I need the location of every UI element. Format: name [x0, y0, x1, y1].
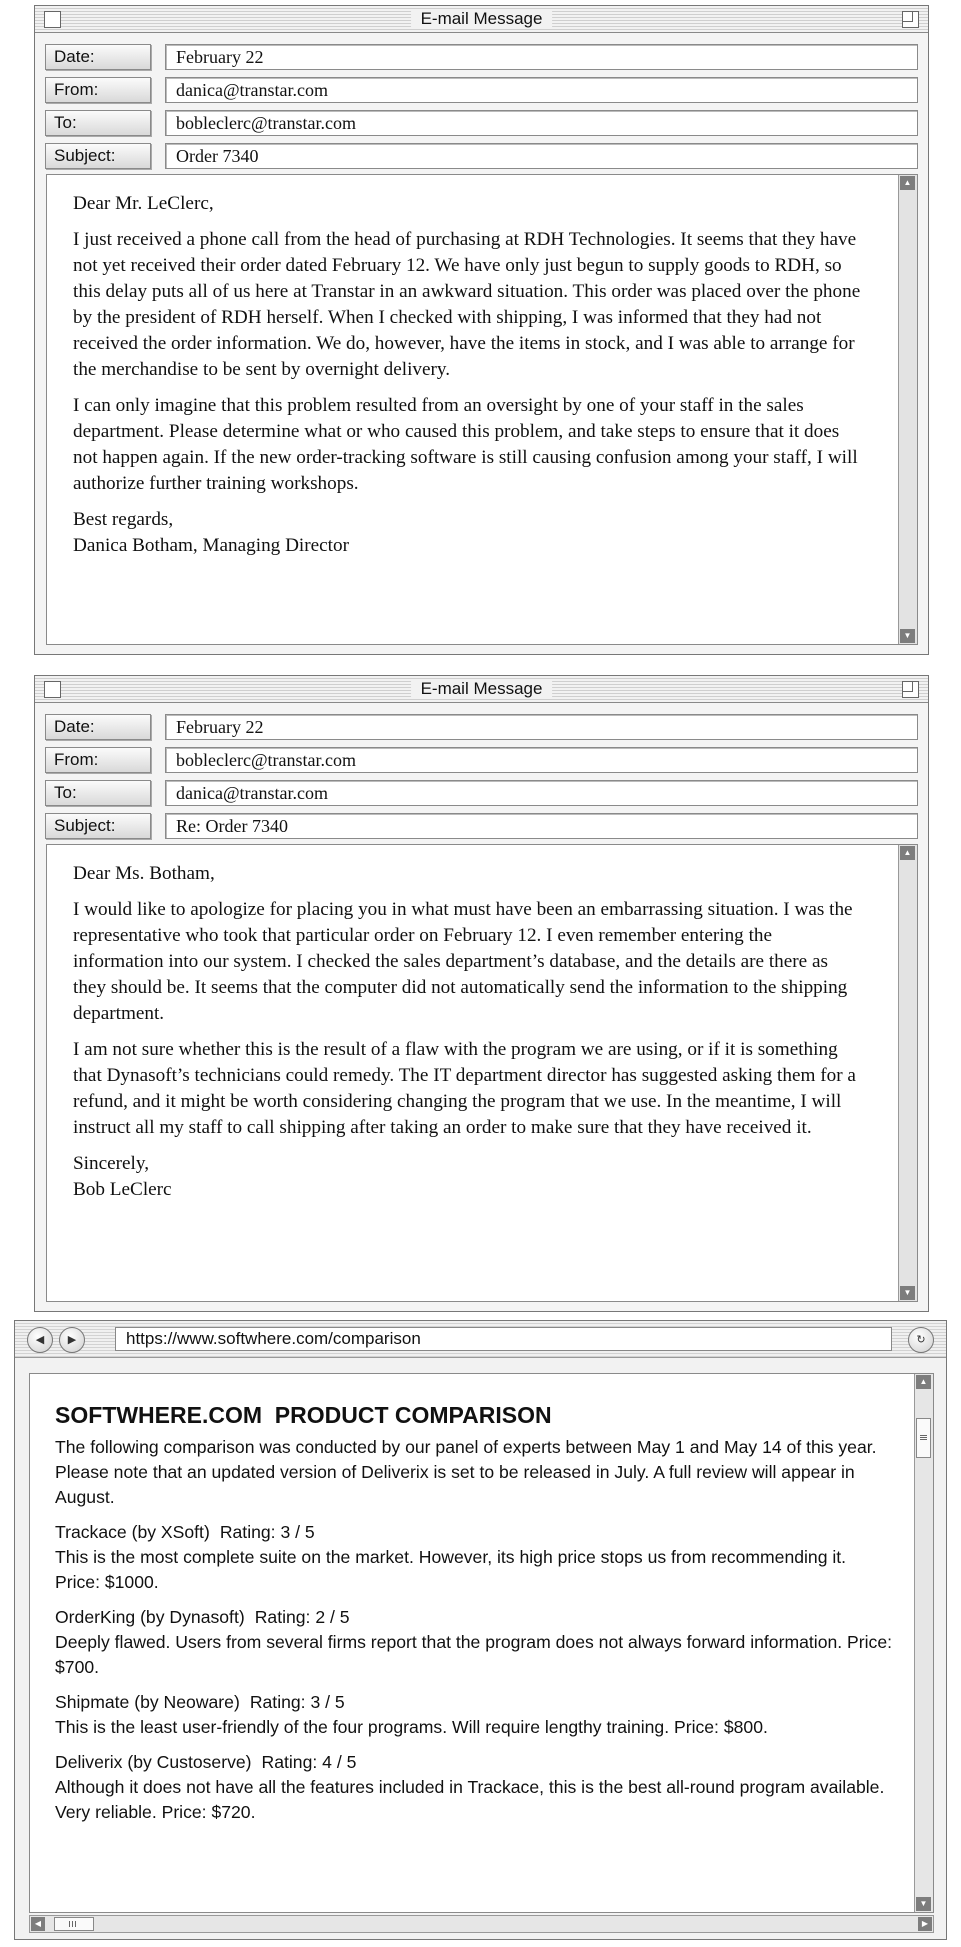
to-field[interactable]: danica@transtar.com	[165, 780, 918, 806]
vertical-scrollbar[interactable]	[898, 175, 917, 644]
body-paragraph: I just received a phone call from the head of purchasing at RDH Technologies. It seems that they have not yet received their order dated February 12. We have only just begun to supply goods to RDH, so this delay puts all of us here at Transtar in an awkward situation. This order was placed over the phone by the president of RDH herself. When I checked with shipping, I was informed that they had not received the order information. We do, however, have the items in stock, and I was able to arrange for the merchandise to be sent by overnight delivery.	[73, 229, 861, 380]
browser-window	[14, 1320, 947, 1940]
date-field[interactable]: February 22	[165, 714, 918, 740]
email-window-1	[34, 5, 929, 655]
signature: Bob LeClerc	[73, 1179, 172, 1200]
title-bar[interactable]	[35, 6, 928, 33]
product-name: Deliverix (by Custoserve)	[55, 1752, 252, 1772]
product-entry	[55, 1750, 893, 1825]
scroll-up-icon[interactable]: ▲	[900, 846, 915, 860]
product-rating: Rating: 3 / 5	[249, 1692, 345, 1712]
from-field[interactable]: danica@transtar.com	[165, 77, 918, 103]
window-title: E-mail Message	[411, 9, 553, 29]
product-entry	[55, 1690, 893, 1740]
scroll-down-icon[interactable]: ▼	[916, 1897, 931, 1911]
scroll-down-icon[interactable]: ▼	[900, 629, 915, 643]
message-body[interactable]	[46, 174, 918, 645]
subject-row	[45, 809, 918, 842]
header-fields	[35, 703, 928, 842]
subject-field[interactable]: Order 7340	[165, 143, 918, 169]
subject-field[interactable]: Re: Order 7340	[165, 813, 918, 839]
product-name: Shipmate (by Neoware)	[55, 1692, 240, 1712]
greeting: Dear Mr. LeClerc,	[73, 193, 214, 214]
to-field[interactable]: bobleclerc@transtar.com	[165, 110, 918, 136]
product-rating: Rating: 2 / 5	[254, 1607, 350, 1627]
product-review: This is the least user-friendly of the four programs. Will require lengthy training. Price: $800.	[55, 1717, 768, 1737]
date-label[interactable]: Date:	[45, 714, 151, 740]
product-name: Trackace (by XSoft)	[55, 1522, 210, 1542]
body-paragraph: I am not sure whether this is the result of a flaw with the program we are using, or if it is something that Dynasoft’s technicians could remedy. The IT department director has suggested asking them for a refund, and it might be worth considering changing the program that we use. In the meantime, I will instruct all my staff to call shipping after taking an order to make sure that they have received it.	[73, 1039, 856, 1138]
date-row	[45, 40, 918, 73]
message-body[interactable]	[46, 844, 918, 1302]
scroll-thumb[interactable]	[916, 1418, 931, 1458]
closing: Best regards,	[73, 509, 174, 530]
scroll-right-icon[interactable]: ▶	[918, 1917, 932, 1931]
to-label[interactable]: To:	[45, 110, 151, 136]
title-bar[interactable]	[35, 676, 928, 703]
from-label[interactable]: From:	[45, 747, 151, 773]
subject-label[interactable]: Subject:	[45, 143, 151, 169]
product-rating: Rating: 4 / 5	[261, 1752, 357, 1772]
product-review: Although it does not have all the features included in Trackace, this is the best all-round program available. Very reliable. Price: $720.	[55, 1777, 885, 1822]
body-paragraph: I would like to apologize for placing you in what must have been an embarrassing situation. I was the representative who took that particular order on February 12. I even remember entering the information into our system. I checked the sales department’s database, and the details are there as they should be. It seems that the computer did not automatically send the information to the shipping department.	[73, 899, 853, 1024]
to-label[interactable]: To:	[45, 780, 151, 806]
subject-row	[45, 139, 918, 172]
header-fields	[35, 33, 928, 172]
email-window-2	[34, 675, 929, 1312]
product-entry	[55, 1520, 893, 1595]
zoom-box-icon[interactable]	[902, 11, 919, 28]
page-title: SOFTWHERE.COM PRODUCT COMPARISON	[55, 1402, 552, 1428]
scroll-down-icon[interactable]: ▼	[900, 1286, 915, 1300]
subject-label[interactable]: Subject:	[45, 813, 151, 839]
window-title: E-mail Message	[411, 679, 553, 699]
from-row	[45, 743, 918, 776]
vertical-scrollbar[interactable]	[914, 1374, 933, 1912]
product-review: Deeply flawed. Users from several firms report that the program does not always forward information. Price: $700.	[55, 1632, 893, 1677]
greeting: Dear Ms. Botham,	[73, 863, 215, 884]
horizontal-scrollbar[interactable]	[29, 1915, 934, 1933]
close-box-icon[interactable]	[44, 681, 61, 698]
scroll-up-icon[interactable]: ▲	[900, 176, 915, 190]
vertical-scrollbar[interactable]	[898, 845, 917, 1301]
close-box-icon[interactable]	[44, 11, 61, 28]
reload-icon[interactable]: ↻	[908, 1327, 934, 1353]
zoom-box-icon[interactable]	[902, 681, 919, 698]
date-row	[45, 710, 918, 743]
from-row	[45, 73, 918, 106]
from-field[interactable]: bobleclerc@transtar.com	[165, 747, 918, 773]
product-entry	[55, 1605, 893, 1680]
to-row	[45, 776, 918, 809]
product-rating: Rating: 3 / 5	[219, 1522, 315, 1542]
browser-toolbar	[15, 1321, 946, 1358]
web-page	[29, 1373, 934, 1913]
forward-arrow-icon[interactable]: ▶	[59, 1327, 85, 1353]
closing: Sincerely,	[73, 1153, 150, 1174]
date-field[interactable]: February 22	[165, 44, 918, 70]
date-label[interactable]: Date:	[45, 44, 151, 70]
product-review: This is the most complete suite on the market. However, its high price stops us from recommending it. Price: $1000.	[55, 1547, 847, 1592]
horizontal-scroll-thumb[interactable]	[54, 1917, 94, 1931]
back-arrow-icon[interactable]: ◀	[27, 1327, 53, 1353]
scroll-left-icon[interactable]: ◀	[31, 1917, 45, 1931]
body-paragraph: I can only imagine that this problem resulted from an oversight by one of your staff in the sales department. Please determine what or who caused this problem, and take steps to ensure that it does not happen again. If the new order-tracking software is still causing confusion among your staff, I will authorize further training workshops.	[73, 395, 858, 494]
to-row	[45, 106, 918, 139]
signature: Danica Botham, Managing Director	[73, 535, 349, 556]
intro-text: The following comparison was conducted by our panel of experts between May 1 and May 14 of this year. Please note that an updated version of Deliverix is set to be released in July. A full review will appear in August.	[55, 1437, 877, 1507]
from-label[interactable]: From:	[45, 77, 151, 103]
scroll-up-icon[interactable]: ▲	[916, 1375, 931, 1389]
address-bar[interactable]: https://www.softwhere.com/comparison	[115, 1327, 892, 1351]
product-name: OrderKing (by Dynasoft)	[55, 1607, 245, 1627]
